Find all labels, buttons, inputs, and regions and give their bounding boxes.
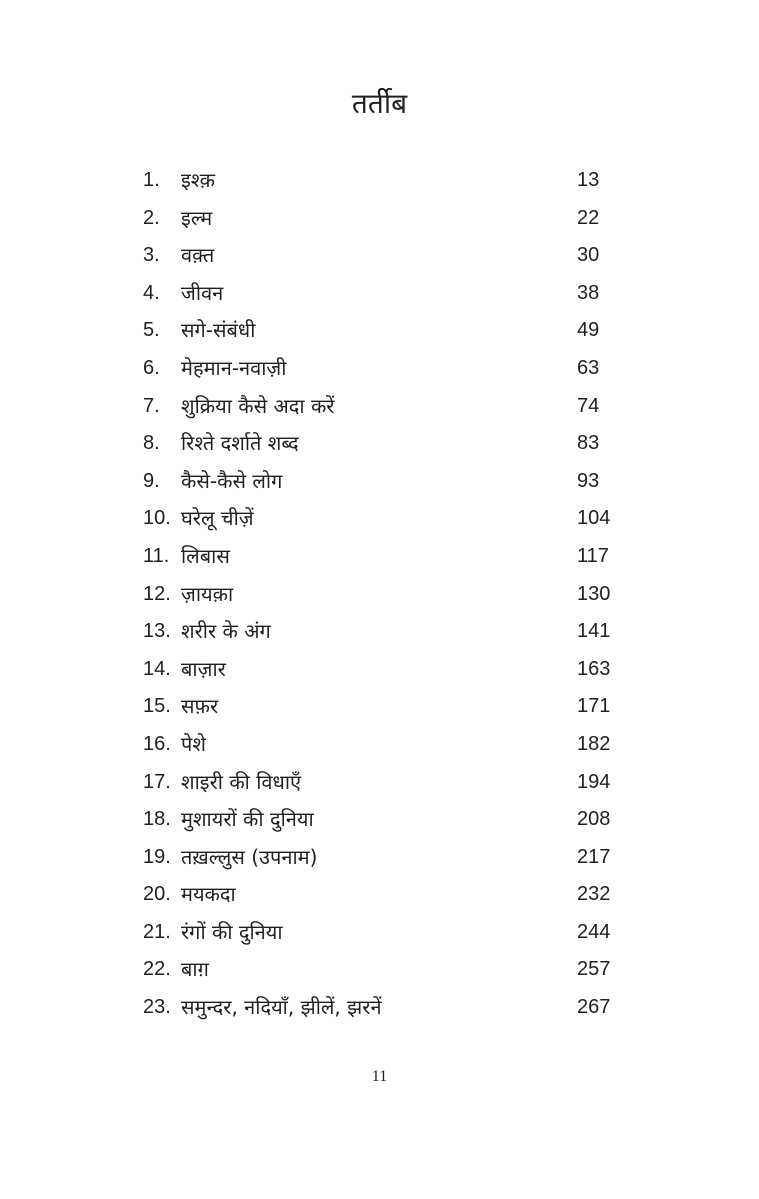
- toc-entry-title: ज़ायक़ा: [181, 581, 234, 606]
- toc-entry-page: 171: [577, 695, 611, 718]
- toc-entry-page: 257: [577, 958, 611, 981]
- toc-entry-number: 6.: [143, 356, 160, 379]
- toc-entry-title: शुक्रिया कैसे अदा करें: [181, 393, 335, 418]
- toc-entry-number: 7.: [143, 394, 160, 417]
- toc-entry-number: 18.: [143, 808, 171, 831]
- toc-entry-title: इल्म: [181, 205, 213, 230]
- toc-entry-page: 63: [577, 356, 600, 379]
- toc-entry-title: घरेलू चीज़ें: [181, 506, 254, 531]
- toc-entry-number: 10.: [143, 507, 171, 530]
- toc-entry-page: 194: [577, 770, 611, 793]
- toc-entry-number: 5.: [143, 319, 160, 342]
- toc-entry-page: 93: [577, 469, 600, 492]
- toc-entry: [143, 500, 623, 538]
- toc-entry: [143, 989, 623, 1027]
- toc-entry-title: सगे-संबंधी: [181, 318, 256, 343]
- toc-entry-number: 15.: [143, 695, 171, 718]
- toc-entry-number: 4.: [143, 281, 160, 304]
- toc-entry-page: 104: [577, 507, 611, 530]
- toc-entry: [143, 237, 623, 275]
- toc-entry: [143, 801, 623, 839]
- toc-entry-page: 208: [577, 808, 611, 831]
- toc-entry-number: 9.: [143, 469, 160, 492]
- toc-entry-number: 8.: [143, 432, 160, 455]
- table-of-contents: [143, 162, 623, 1027]
- toc-entry: [143, 839, 623, 877]
- toc-entry-page: 232: [577, 883, 611, 906]
- toc-entry-title: सफ़र: [181, 694, 219, 719]
- toc-entry-title: वक़्त: [181, 243, 215, 268]
- toc-entry-number: 19.: [143, 845, 171, 868]
- toc-entry-page: 244: [577, 920, 611, 943]
- toc-entry-page: 38: [577, 281, 600, 304]
- toc-entry-number: 11.: [143, 544, 170, 567]
- toc-entry-number: 20.: [143, 883, 171, 906]
- toc-entry-title: पेशे: [181, 731, 206, 756]
- toc-entry-page: 141: [577, 620, 611, 643]
- toc-entry-title: इश्क़: [181, 168, 215, 192]
- toc-entry-title: बाज़ार: [181, 656, 226, 681]
- toc-entry-title: कैसे-कैसे लोग: [181, 468, 283, 493]
- toc-entry: [143, 350, 623, 388]
- toc-entry: [143, 538, 623, 576]
- toc-entry-title: रिश्ते दर्शाते शब्द: [181, 431, 299, 456]
- toc-entry-number: 1.: [143, 169, 160, 191]
- toc-entry-number: 21.: [143, 920, 171, 943]
- toc-entry: [143, 876, 623, 914]
- toc-entry-title: शाइरी की विधाएँ: [181, 769, 302, 794]
- toc-entry: [143, 312, 623, 350]
- page-title: तर्तीब: [351, 87, 408, 120]
- toc-entry-page: 13: [577, 169, 600, 191]
- toc-entry: [143, 688, 623, 726]
- toc-entry-number: 3.: [143, 244, 160, 267]
- toc-entry: [143, 613, 623, 651]
- toc-entry-page: 267: [577, 996, 611, 1019]
- toc-entry-page: 163: [577, 657, 611, 680]
- toc-entry-title: मयकदा: [181, 882, 236, 907]
- toc-entry-title: लिबास: [181, 543, 230, 568]
- toc-entry-title: मेहमान-नवाज़ी: [181, 355, 287, 380]
- toc-entry: [143, 651, 623, 689]
- toc-entry-page: 74: [577, 394, 600, 417]
- toc-entry: [143, 388, 623, 426]
- toc-entry: [143, 764, 623, 802]
- toc-entry: [143, 951, 623, 989]
- toc-entry-page: 83: [577, 432, 600, 455]
- toc-entry-number: 22.: [143, 958, 171, 981]
- toc-entry: [143, 576, 623, 614]
- toc-entry-page: 30: [577, 244, 600, 267]
- page-number: 11: [371, 1068, 388, 1085]
- toc-entry: [143, 425, 623, 463]
- toc-entry-title: बाग़: [181, 957, 209, 982]
- toc-entry-number: 12.: [143, 582, 171, 605]
- toc-entry-page: 49: [577, 319, 600, 342]
- toc-entry: [143, 914, 623, 952]
- toc-entry-number: 17.: [143, 770, 171, 793]
- toc-entry-page: 22: [577, 206, 600, 229]
- toc-entry: [143, 463, 623, 501]
- toc-entry-number: 2.: [143, 206, 160, 229]
- toc-entry-number: 23.: [143, 996, 171, 1019]
- toc-entry: [143, 275, 623, 313]
- toc-entry-title: मुशायरों की दुनिया: [181, 807, 314, 832]
- toc-entry: [143, 726, 623, 764]
- toc-entry-title: समुन्दर, नदियाँ, झीलें, झरनें: [181, 995, 382, 1020]
- toc-entry-number: 14.: [143, 657, 171, 680]
- toc-entry-title: शरीर के अंग: [181, 619, 271, 644]
- toc-entry-title: रंगों की दुनिया: [181, 919, 283, 944]
- toc-entry-title: जीवन: [181, 280, 224, 305]
- toc-entry: [143, 200, 623, 238]
- toc-entry-page: 117: [577, 544, 609, 567]
- toc-entry-page: 217: [577, 845, 611, 868]
- toc-entry-page: 130: [577, 582, 611, 605]
- toc-entry-number: 13.: [143, 620, 171, 643]
- toc-entry-number: 16.: [143, 732, 171, 755]
- toc-entry-title: तख़ल्लुस (उपनाम): [181, 844, 318, 869]
- toc-entry-page: 182: [577, 732, 611, 755]
- toc-entry: [143, 162, 623, 200]
